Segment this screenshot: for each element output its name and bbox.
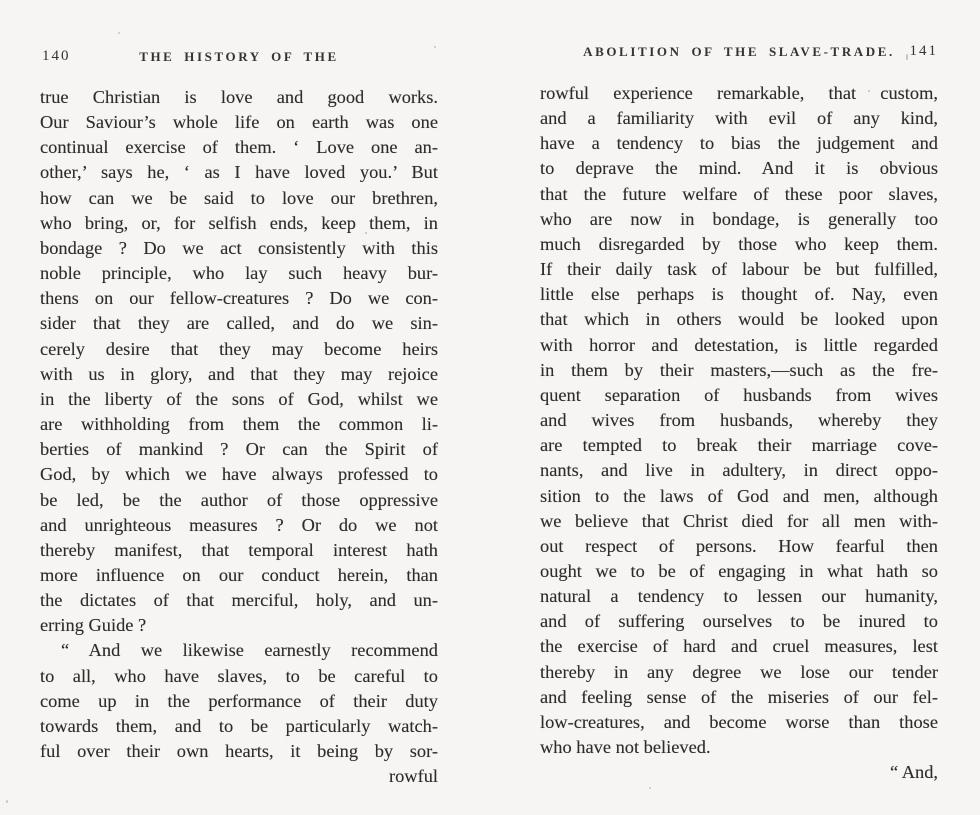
text-line: berties of mankind ? Or can the Spirit of [40, 439, 438, 460]
text-line: little else perhaps is thought of. Nay, even [540, 284, 938, 305]
text-line: bondage ? Do we act consistently with this [40, 237, 438, 258]
text-line: to all, who have slaves, to be careful to [40, 665, 438, 686]
text-line: ought we to be of engaging in what hath so [540, 560, 938, 581]
left-page [40, 49, 438, 789]
text-line: God, by which we have always professed to [40, 464, 438, 485]
text-line: cerely desire that they may become heirs [40, 338, 438, 359]
left-page-number: 140 [42, 48, 71, 64]
text-line: with us in glory, and that they may rejoice [40, 363, 438, 384]
left-catchword: rowful [388, 766, 438, 787]
text-line: sition to the laws of God and men, although [540, 485, 938, 506]
text-line: sider that they are called, and do we sin- [40, 313, 438, 334]
right-page [540, 44, 938, 785]
text-line: If their daily task of labour be but fulfilled, [540, 259, 938, 280]
text-line: rowful experience remarkable, that custom, [540, 83, 938, 103]
text-line: Our Saviour’s whole life on earth was one [40, 112, 438, 133]
left-running-head [40, 49, 438, 65]
scan-speck [118, 32, 120, 34]
text-line: thens on our fellow-creatures ? Do we con- [40, 288, 438, 309]
text-line: in them by their masters,—such as the fre- [540, 359, 938, 380]
text-line: come up in the performance of their duty [40, 690, 438, 711]
text-line: be led, be the author of those oppressive [40, 489, 438, 510]
text-line: and unrighteous measures ? Or do we not [40, 514, 438, 535]
scan-speck [434, 46, 436, 48]
text-line: ful over their own hearts, it being by sor- [40, 741, 438, 762]
text-line: that the future welfare of these poor slaves, [540, 183, 938, 204]
text-line: and of suffering ourselves to be inured to [540, 611, 938, 632]
text-line: with horror and detestation, is little regarded [540, 334, 938, 355]
text-line: how can we be said to love our brethren, [40, 187, 438, 208]
scan-speck [906, 54, 908, 60]
left-page-text [40, 85, 438, 764]
text-line: towards them, and to be particularly watch- [40, 715, 438, 736]
right-running-head [540, 44, 938, 60]
scan-speck [6, 800, 8, 803]
text-line: other,’ says he, ‘ as I have loved you.’ But [40, 162, 438, 183]
text-line: natural a tendency to lessen our humanity, [540, 586, 938, 607]
text-line: to deprave the mind. And it is obvious [540, 158, 938, 179]
left-running-title: THE HISTORY OF THE [139, 49, 339, 64]
text-line: out respect of persons. How fearful then [540, 535, 938, 556]
scan-speck [649, 787, 651, 789]
scan-speck [844, 418, 846, 420]
right-page-number: 141 [909, 43, 938, 59]
text-line: quent separation of husbands from wives [540, 384, 938, 405]
text-line: the dictates of that merciful, holy, and un- [40, 590, 438, 611]
text-line: are withholding from them the common li- [40, 414, 438, 435]
text-line: and wives from husbands, whereby they [540, 410, 938, 431]
right-page-text [540, 81, 938, 760]
text-line: that which in others would be looked upon [540, 309, 938, 330]
text-line: more influence on our conduct herein, than [40, 564, 438, 585]
text-line: true Christian is love and good works. [40, 87, 438, 107]
text-line: are tempted to break their marriage cove- [540, 435, 938, 456]
text-line: who have not believed. [540, 737, 711, 758]
text-line: who bring, or, for selfish ends, keep them, in [40, 212, 438, 233]
text-line: “ And we likewise earnestly recommend [61, 640, 438, 661]
right-catchword: “ And, [889, 762, 938, 783]
text-line: continual exercise of them. ‘ Love one an- [40, 137, 438, 158]
text-line: in the liberty of the sons of God, whilst we [40, 388, 438, 409]
text-line: the exercise of hard and cruel measures, lest [540, 636, 938, 657]
scan-speck [365, 232, 367, 234]
text-line: and a familiarity with evil of any kind, [540, 108, 938, 129]
text-line: much disregarded by those who keep them. [540, 233, 938, 254]
text-line: erring Guide ? [40, 615, 147, 636]
text-line: noble principle, who lay such heavy bur- [40, 263, 438, 284]
text-line: low-creatures, and become worse than those [540, 711, 938, 732]
text-line: we believe that Christ died for all men with- [540, 510, 938, 531]
text-line: thereby in any degree we lose our tender [540, 661, 938, 682]
text-line: nants, and live in adultery, in direct oppo- [540, 460, 938, 481]
text-line: who are now in bondage, is generally too [540, 208, 938, 229]
text-line: have a tendency to bias the judgement and [540, 133, 938, 154]
right-running-title: ABOLITION OF THE SLAVE-TRADE. [583, 44, 895, 59]
text-line: and feeling sense of the miseries of our fel- [540, 686, 938, 707]
scan-speck [868, 90, 870, 92]
text-line: thereby manifest, that temporal interest hath [40, 539, 438, 560]
